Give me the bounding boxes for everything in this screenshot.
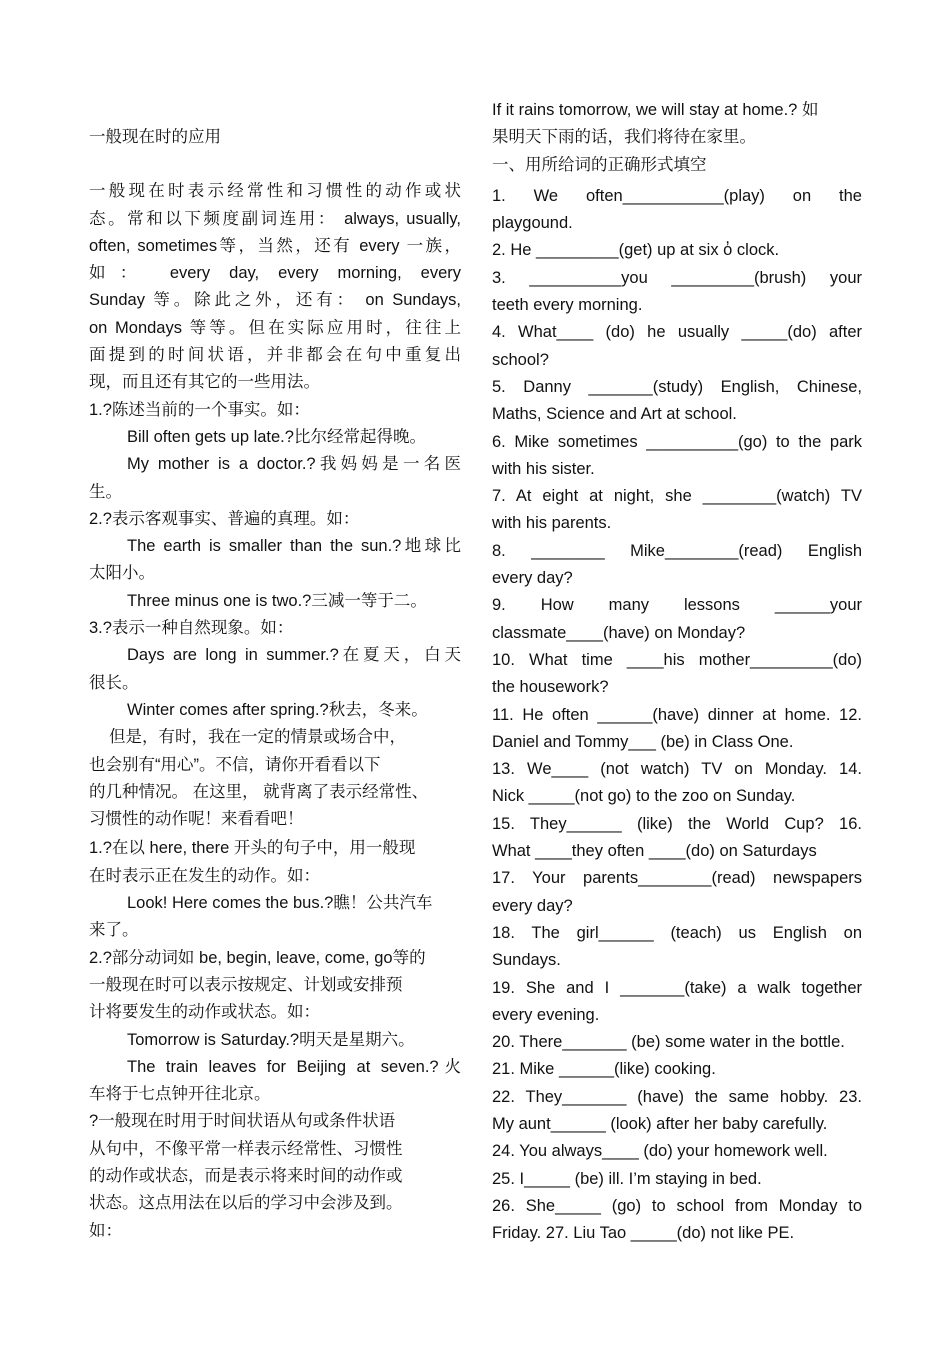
exercise-line: every day? xyxy=(492,569,573,588)
exercise-line: 21. Mike ______(like) cooking. xyxy=(492,1060,716,1079)
example-sentence: 生。 xyxy=(89,482,122,501)
exercise-line: Nick _____(not go) to the zoo on Sunday. xyxy=(492,787,796,806)
example-sentence: Three minus one is two.?三减一等于二。 xyxy=(127,591,427,610)
exercise-line: 24. You always____ (do) your homework well. xyxy=(492,1142,828,1161)
exercise-line: teeth every morning. xyxy=(492,296,643,315)
special-usage-1: 1.?在以 here, there 开头的句子中，用一般现 xyxy=(89,839,416,858)
usage-heading-3: 3.?表示一种自然现象。如： xyxy=(89,619,294,638)
example-sentence: 来了。 xyxy=(89,921,139,940)
exercise-line: 22. They_______ (have) the same hobby. 23. xyxy=(492,1087,862,1106)
usage-heading-2: 2.?表示客观事实、普遍的真理。如： xyxy=(89,509,360,528)
usage-heading-1: 1.?陈述当前的一个事实。如： xyxy=(89,400,310,419)
example-sentence: Bill often gets up late.?比尔经常起得晚。 xyxy=(127,427,426,446)
special-usage-3: 状态。这点用法在以后的学习中会涉及到。 xyxy=(89,1194,403,1213)
exercise-line: every evening. xyxy=(492,1005,600,1024)
example-sentence: Look! Here comes the bus.?瞧！公共汽车 xyxy=(127,894,433,913)
special-usage-3: 从句中，不像平常一样表示经常性、习惯性 xyxy=(89,1139,403,1158)
transition-line: 但是，有时，我在一定的情景或场合中， xyxy=(109,728,406,747)
special-usage-1: 在时表示正在发生的动作。如： xyxy=(89,866,320,885)
exercise-line: 1. We often___________(play) on the xyxy=(492,186,862,205)
exercise-line: 26. She_____ (go) to school from Monday to xyxy=(492,1196,862,1215)
special-usage-3: 的动作或状态，而是表示将来时间的动作或 xyxy=(89,1166,403,1185)
exercise-line: 2. He _________(get) up at six o̓ clock. xyxy=(492,241,780,260)
exercise-line: Daniel and Tommy___ (be) in Class One. xyxy=(492,732,794,751)
example-sentence: Days are long in summer.?在夏天，白天 xyxy=(127,646,461,665)
exercise-line: Maths, Science and Art at school. xyxy=(492,405,737,424)
example-sentence: 太阳小。 xyxy=(89,564,155,583)
example-sentence: If it rains tomorrow, we will stay at home.? 如 xyxy=(492,101,819,119)
exercise-line: 4. What____ (do) he usually _____(do) after xyxy=(492,323,862,342)
exercise-line: 6. Mike sometimes __________(go) to the park xyxy=(492,432,862,451)
example-sentence: My mother is a doctor.?我妈妈是一名医 xyxy=(127,455,461,474)
left-column xyxy=(89,124,461,1245)
exercise-line: 10. What time ____his mother_________(do) xyxy=(492,650,862,669)
exercise-line: 20. There_______ (be) some water in the bottle. xyxy=(492,1033,845,1052)
exercise-line: classmate____(have) on Monday? xyxy=(492,623,746,642)
right-column xyxy=(492,97,862,1247)
exercise-line: 18. The girl______ (teach) us English on xyxy=(492,923,862,942)
special-usage-2: 一般现在时可以表示按规定、计划或安排预 xyxy=(89,975,403,994)
exercise-line: 17. Your parents________(read) newspapers xyxy=(492,869,862,888)
transition-line: 也会别有“用心”。不信，请你开看看以下 xyxy=(89,755,381,774)
exercise-line: 15. They______ (like) the World Cup? 16. xyxy=(492,814,862,833)
exercise-line: My aunt______ (look) after her baby carefully. xyxy=(492,1114,828,1133)
article-title: 一般现在时的应用 xyxy=(89,128,221,146)
exercise-line: 11. He often ______(have) dinner at home. 12. xyxy=(492,705,862,724)
exercise-line: 25. I_____ (be) ill. I’m staying in bed. xyxy=(492,1169,762,1188)
exercise-line: 5. Danny _______(study) English, Chinese, xyxy=(492,377,862,396)
exercise-line: 9. How many lessons ______your xyxy=(492,596,862,615)
example-sentence: The earth is smaller than the sun.?地球比 xyxy=(127,537,461,556)
intro-line: on Mondays 等等。但在实际应用时，往往上 xyxy=(89,318,461,337)
example-sentence: Tomorrow is Saturday.?明天是星期六。 xyxy=(127,1030,415,1049)
exercise-line: 3. __________you _________(brush) your xyxy=(492,268,862,287)
exercise-heading: 一、用所给词的正确形式填空 xyxy=(492,155,707,174)
exercise-line: with his parents. xyxy=(492,514,612,533)
intro-line: 面提到的时间状语，并非都会在句中重复出 xyxy=(89,346,461,365)
exercise-line: 19. She and I _______(take) a walk together xyxy=(492,978,862,997)
exercise-line: every day? xyxy=(492,896,573,915)
special-usage-3: ?一般现在时用于时间状语从句或条件状语 xyxy=(89,1112,396,1131)
special-usage-2: 计将要发生的动作或状态。如： xyxy=(89,1003,320,1022)
special-usage-3: 如： xyxy=(89,1221,122,1240)
exercise-line: What ____they often ____(do) on Saturdays xyxy=(492,842,817,861)
intro-line: Sunday 等。除此之外，还有： on Sundays, xyxy=(89,291,461,310)
exercise-line: 7. At eight at night, she ________(watch) TV xyxy=(492,487,862,506)
exercise-line: with his sister. xyxy=(492,459,595,478)
exercise-line: 13. We____ (not watch) TV on Monday. 14. xyxy=(492,760,862,779)
exercise-line: Sundays. xyxy=(492,951,561,970)
intro-line: 一般现在时表示经常性和习惯性的动作或状 xyxy=(89,182,461,201)
example-sentence: The train leaves for Beijing at seven.?火 xyxy=(127,1057,461,1076)
exercise-line: Friday. 27. Liu Tao _____(do) not like PE. xyxy=(492,1224,795,1243)
exercise-line: playgound. xyxy=(492,214,573,233)
exercise-list xyxy=(492,183,862,1248)
example-sentence: 很长。 xyxy=(89,673,139,692)
intro-line: 如： every day, every morning, every xyxy=(89,264,461,283)
example-sentence: 车将于七点钟开往北京。 xyxy=(89,1085,271,1104)
exercise-line: school? xyxy=(492,350,549,369)
example-sentence: Winter comes after spring.?秋去，冬来。 xyxy=(127,700,428,719)
example-sentence: 果明天下雨的话，我们将待在家里。 xyxy=(492,128,756,147)
intro-line: 态。常和以下频度副词连用： always, usually, xyxy=(89,209,461,228)
special-usage-2: 2.?部分动词如 be, begin, leave, come, go等的 xyxy=(89,948,426,967)
intro-line: often, sometimes等，当然，还有 every 一族， xyxy=(89,236,461,255)
exercise-line: the housework? xyxy=(492,678,609,697)
exercise-line: 8. ________ Mike________(read) English xyxy=(492,541,862,560)
transition-line: 习惯性的动作呢！来看看吧！ xyxy=(89,810,304,829)
transition-line: 的几种情况。 在这里， 就背离了表示经常性、 xyxy=(89,782,429,801)
intro-line: 现，而且还有其它的一些用法。 xyxy=(89,373,320,392)
